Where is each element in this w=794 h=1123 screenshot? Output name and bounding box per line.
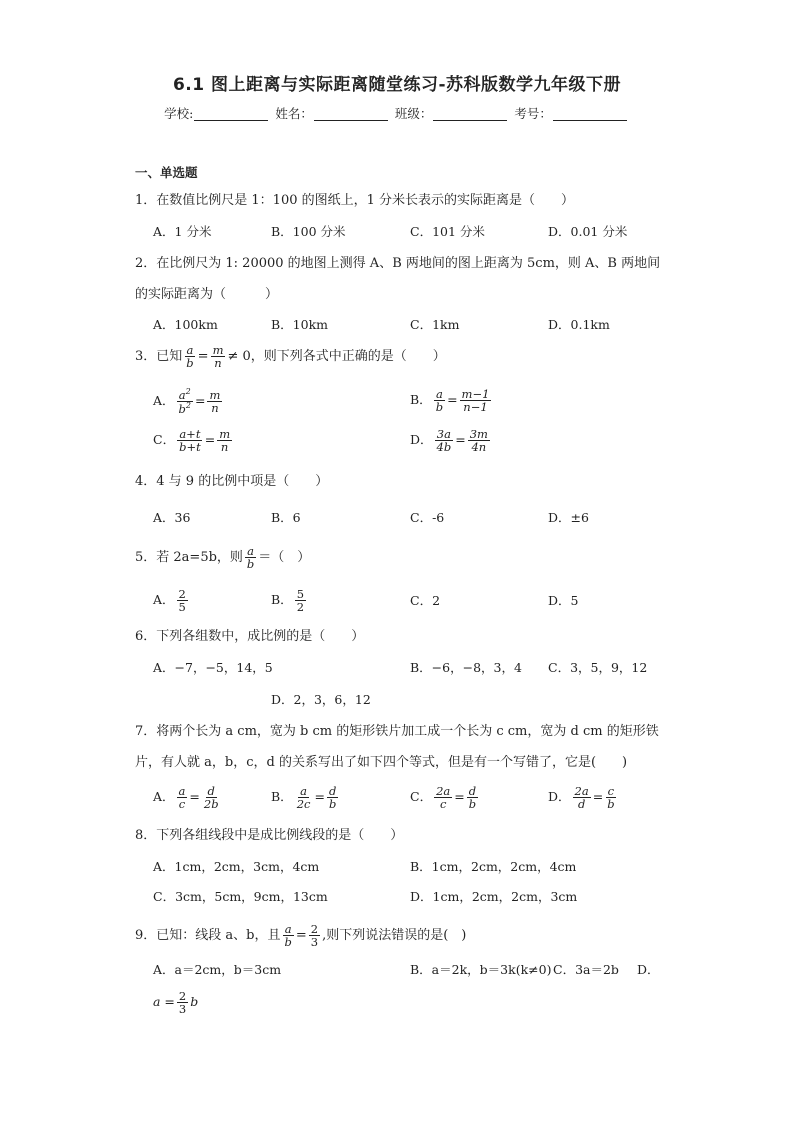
question-7-stem-line2: 片，有人就 a，b，c，d 的关系写出了如下四个等式，但是有一个写错了，它是( )	[135, 755, 628, 770]
q3-option-a[interactable]: A． $\frac{a^2}{b^2}$ = $\frac{m}{n}$	[153, 387, 221, 417]
q5-b-frac: $\frac{5}{2}$	[296, 587, 305, 615]
q3-option-c[interactable]: C． $\frac{a+t}{b+t}$ = $\frac{m}{n}$	[153, 427, 231, 455]
q9-option-c[interactable]: C．3a＝2b	[553, 962, 619, 977]
q6-option-a[interactable]: A．−7，−5，14，5	[153, 660, 273, 675]
q4-option-c[interactable]: C．-6	[410, 510, 445, 525]
q9-option-b[interactable]: B．a＝2k，b＝3k(k≠0)	[410, 962, 552, 977]
q4-option-d[interactable]: D．±6	[548, 510, 589, 525]
q3-d-left-frac: $\frac{3a}{4b}$	[436, 427, 452, 455]
class-blank[interactable]	[433, 107, 507, 121]
q5-a-frac: $\frac{2}{5}$	[178, 587, 186, 615]
q3-prefix: 3．已知	[135, 349, 183, 365]
q2-option-d[interactable]: D．0.1km	[548, 317, 610, 332]
class-label: 班级：	[394, 106, 433, 121]
q3-c-right-frac: $\frac{m}{n}$	[219, 427, 231, 455]
student-info-line	[0, 104, 794, 122]
q3-c-left-frac: $\frac{a+t}{b+t}$	[179, 427, 201, 455]
q6-option-d[interactable]: D．2，3，6，12	[271, 692, 371, 707]
q3-b-left-frac: $\frac{a}{b}$	[435, 387, 444, 415]
q5-option-c[interactable]: C．2	[410, 593, 441, 608]
q3-frac-a-b: $\frac{a}{b}$	[186, 343, 194, 371]
q3-tail: ≠ 0，则下列各式中正确的是（ ）	[227, 349, 446, 365]
q8-option-c[interactable]: C．3cm，5cm，9cm，13cm	[153, 889, 328, 904]
question-9-stem: 9．已知：线段 a、b，且 $\frac{a}{b}$ = $\frac{2}{3}$ ,则下列说法错误的是( )	[135, 922, 467, 950]
q1-option-d[interactable]: D．0.01 分米	[548, 224, 628, 239]
question-7-stem-line1: 7．将两个长为 a cm，宽为 b cm 的矩形铁片加工成一个长为 c cm，宽为 d cm 的矩形铁	[135, 724, 659, 739]
q8-option-d[interactable]: D．1cm，2cm，2cm，3cm	[410, 889, 578, 904]
q9-option-d-content[interactable]: a = $\frac{2}{3}$ b	[153, 989, 199, 1017]
q7-option-d[interactable]: D． $\frac{2a}{d}$ = $\frac{c}{b}$	[548, 784, 615, 812]
q9-frac-2-3: $\frac{2}{3}$	[310, 922, 319, 950]
q5-frac-a-b: $\frac{a}{b}$	[246, 544, 255, 572]
q2-option-a[interactable]: A．100km	[153, 317, 218, 332]
q8-option-a[interactable]: A．1cm，2cm，3cm，4cm	[153, 859, 320, 874]
q7-option-c[interactable]: C． $\frac{2a}{c}$ = $\frac{d}{b}$	[410, 784, 477, 812]
school-label: 学校:	[164, 106, 194, 121]
q7-option-a[interactable]: A． $\frac{a}{c}$ = $\frac{d}{2b}$	[153, 784, 219, 812]
q2-option-b[interactable]: B．10km	[271, 317, 329, 332]
school-blank[interactable]	[194, 107, 268, 121]
question-2-stem-line2: 的实际距离为（ ）	[135, 287, 279, 302]
question-3-stem: 3．已知 $\frac{a}{b}$ = $\frac{m}{n}$ ≠ 0，则下列各式中正确的是（ ）	[135, 343, 446, 371]
q5-option-a[interactable]: A． $\frac{2}{5}$	[153, 587, 186, 615]
number-label: 考号：	[514, 106, 552, 121]
q1-option-c[interactable]: C．101 分米	[410, 224, 485, 239]
q1-option-b[interactable]: B．100 分米	[271, 224, 346, 239]
question-8-stem: 8．下列各组线段中是成比例线段的是（ ）	[135, 828, 404, 843]
q2-option-c[interactable]: C．1km	[410, 317, 460, 332]
q5-option-d[interactable]: D．5	[548, 593, 579, 608]
q6-option-b[interactable]: B．−6，−8，3，4	[410, 660, 522, 675]
q3-a-right-frac: $\frac{m}{n}$	[209, 388, 221, 416]
section-heading: 一、单选题	[135, 165, 198, 180]
question-2-stem-line1: 2．在比例尺为 1: 20000 的地图上测得 A、B 两地间的图上距离为 5cm，则 A、B 两地间	[135, 256, 661, 271]
number-blank[interactable]	[553, 107, 627, 121]
q9-frac-a-b: $\frac{a}{b}$	[284, 922, 292, 950]
q7-option-b[interactable]: B． $\frac{a}{2c}$ = $\frac{d}{b}$	[271, 784, 337, 812]
q6-option-c[interactable]: C．3，5，9，12	[548, 660, 648, 675]
question-6-stem: 6．下列各组数中，成比例的是（ ）	[135, 629, 365, 644]
question-4-stem: 4．4 与 9 的比例中项是（ ）	[135, 474, 329, 489]
name-blank[interactable]	[314, 107, 388, 121]
page-title: 6.1 图上距离与实际距离随堂练习-苏科版数学九年级下册	[172, 75, 622, 95]
q3-frac-m-n: $\frac{m}{n}$	[212, 343, 224, 371]
q5-option-b[interactable]: B． $\frac{5}{2}$	[271, 587, 305, 615]
q3-option-b[interactable]: B． $\frac{a}{b}$ = $\frac{m-1}{n-1}$	[410, 387, 490, 415]
question-5-stem: 5．若 2a=5b，则 $\frac{a}{b}$ ＝（ ）	[135, 544, 311, 572]
q3-d-right-frac: $\frac{3m}{4n}$	[469, 427, 488, 455]
q3-a-left-frac: $\frac{a^2}{b^2}$	[178, 387, 191, 417]
q3-option-d[interactable]: D． $\frac{3a}{4b}$ = $\frac{3m}{4n}$	[410, 427, 488, 455]
q3-b-right-frac: $\frac{m-1}{n-1}$	[461, 387, 490, 415]
q4-option-b[interactable]: B．6	[271, 510, 301, 525]
q4-option-a[interactable]: A．36	[153, 510, 191, 525]
question-1-stem: 1．在数值比例尺是 1：100 的图纸上，1 分米长表示的实际距离是（ ）	[135, 193, 575, 208]
q9-option-d-label[interactable]: D．	[637, 962, 660, 977]
q1-option-a[interactable]: A．1 分米	[153, 224, 212, 239]
name-label: 姓名：	[275, 106, 313, 121]
q8-option-b[interactable]: B．1cm，2cm，2cm，4cm	[410, 859, 577, 874]
q9-option-a[interactable]: A．a＝2cm，b＝3cm	[153, 962, 282, 977]
